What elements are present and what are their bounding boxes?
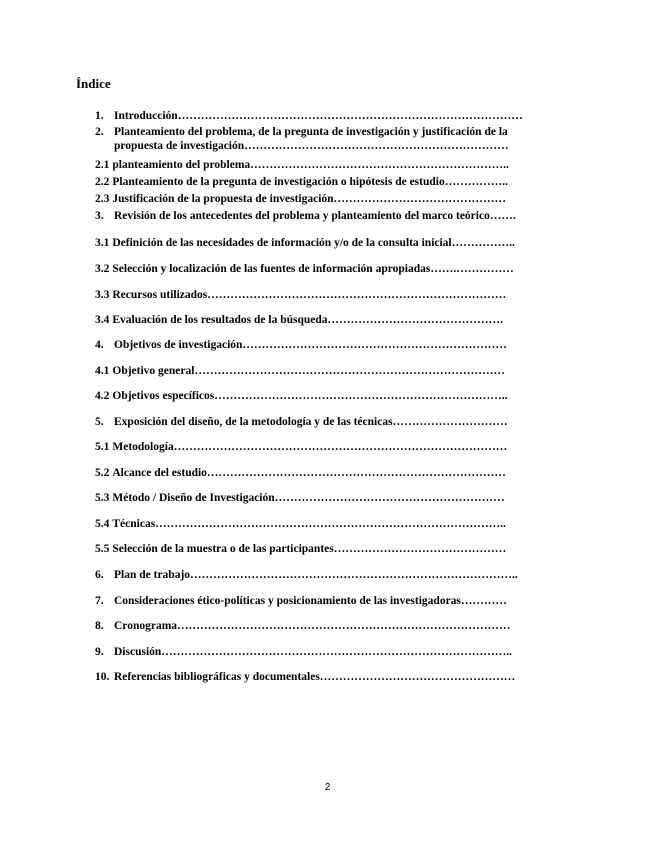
toc-entry [95, 109, 570, 123]
index-heading: Índice [76, 76, 111, 91]
toc-entry-text: Alcance del estudio…………………………………………………………………… [112, 467, 506, 479]
toc-entry-text: Referencias bibliográficas y documentales…………………………………………… [114, 671, 516, 683]
toc-entry [95, 440, 570, 454]
toc-entry-text: Planteamiento de la pregunta de investigación o hipótesis de estudio…………….. [112, 176, 508, 188]
toc-entry-text: Técnicas……………………………………………………………………………….. [112, 518, 506, 530]
toc-entry-number: 3.4 [95, 314, 110, 326]
toc-entry-number: 3.1 [95, 237, 110, 249]
toc-entry [95, 466, 570, 480]
toc-entry-number: 9. [95, 646, 104, 658]
toc-entry-text: Selección y localización de las fuentes de información apropiadas…….…………… [112, 263, 514, 275]
toc-entry-continuation: propuesta de investigación…………………………………………………………… [114, 140, 509, 152]
toc-entry-number: 2.3 [95, 193, 110, 205]
toc-entry-number: 2.1 [95, 159, 110, 171]
toc-entry [95, 568, 570, 582]
toc-entry [95, 236, 570, 250]
toc-entry-number: 8. [95, 620, 104, 632]
toc-entry [95, 125, 570, 153]
toc-entry [95, 415, 570, 429]
toc-entry-number: 5.5 [95, 543, 110, 555]
toc-entry-number: 3.3 [95, 289, 110, 301]
toc-entry-text: Recursos utilizados…………………………………………………………………… [112, 289, 507, 301]
toc-entry-text: Método / Diseño de Investigación…………………………………………………… [112, 492, 505, 504]
toc-entry-text: Objetivo general……………………………………………………………………… [112, 365, 505, 377]
toc-entry [95, 175, 570, 189]
toc-entry-text: Planteamiento del problema, de la pregunta de investigación y justificación de la [114, 126, 508, 138]
toc-entry-text: Objetivos específicos………………………………………………………………….. [112, 390, 508, 402]
toc-entry-text: Justificación de la propuesta de investigación……………………………………… [112, 193, 507, 205]
toc-entry-number: 7. [95, 595, 104, 607]
toc-entry-text: Exposición del diseño, de la metodología y de las técnicas………………………… [114, 416, 508, 428]
toc-entry [95, 364, 570, 378]
toc-entry-number: 10. [95, 671, 110, 683]
toc-entry [95, 192, 570, 206]
toc-entry [95, 313, 570, 327]
toc-entry-number: 5.3 [95, 492, 110, 504]
toc-entry-number: 5. [95, 416, 104, 428]
toc-entry-number: 3.2 [95, 263, 110, 275]
toc-entry [95, 594, 570, 608]
toc-entry [95, 262, 570, 276]
toc-entry [95, 670, 570, 684]
toc-entry-text: Definición de las necesidades de información y/o de la consulta inicial…………….. [112, 237, 515, 249]
toc-entry [95, 158, 570, 172]
toc-entry-number: 4.1 [95, 365, 110, 377]
toc-entry-text: Plan de trabajo………………………………………………………………………….. [114, 569, 518, 581]
toc-entry-text: Objetivos de investigación…………………………………………………………… [114, 339, 507, 351]
toc-entry [95, 389, 570, 403]
toc-entry [95, 645, 570, 659]
toc-entry-number: 4. [95, 339, 104, 351]
toc-entry [95, 542, 570, 556]
toc-entry-number: 4.2 [95, 390, 110, 402]
toc-entry-text: Metodología…………………………………………………………………………… [112, 441, 508, 453]
toc-entry [95, 209, 570, 223]
toc-entry-text: Introducción……………………………………………………………………………… [114, 110, 523, 122]
page-number: 2 [324, 782, 331, 793]
toc-entry-text: Discusión……………………………………………………………………………….. [114, 646, 513, 658]
toc-entry [95, 338, 570, 352]
toc-entry-number: 2.2 [95, 176, 110, 188]
toc-entry-text: Revisión de los antecedentes del problema y planteamiento del marco teórico……. [114, 210, 516, 222]
toc-entry-number: 2. [95, 126, 104, 138]
toc-entry-number: 1. [95, 110, 104, 122]
toc-entry-number: 3. [95, 210, 104, 222]
toc-entry [95, 619, 570, 633]
toc-entry-number: 6. [95, 569, 104, 581]
toc-entry-text: Cronograma…………………………………………………………………………… [114, 620, 511, 632]
toc-entry-number: 5.4 [95, 518, 110, 530]
toc-entry-text: planteamiento del problema………………………………………………………….. [112, 159, 509, 171]
toc-entry-number: 5.1 [95, 441, 110, 453]
toc-entry-text: Selección de la muestra o de las participantes……………………………………… [112, 543, 507, 555]
toc-entry-text: Evaluación de los resultados de la búsqueda………………………………………. [112, 314, 503, 326]
toc-entry-text: Consideraciones ético-políticas y posicionamiento de las investigadoras………… [114, 595, 507, 607]
toc-entry [95, 491, 570, 505]
toc-entry-number: 5.2 [95, 467, 110, 479]
toc-entry [95, 288, 570, 302]
toc-entry [95, 517, 570, 531]
